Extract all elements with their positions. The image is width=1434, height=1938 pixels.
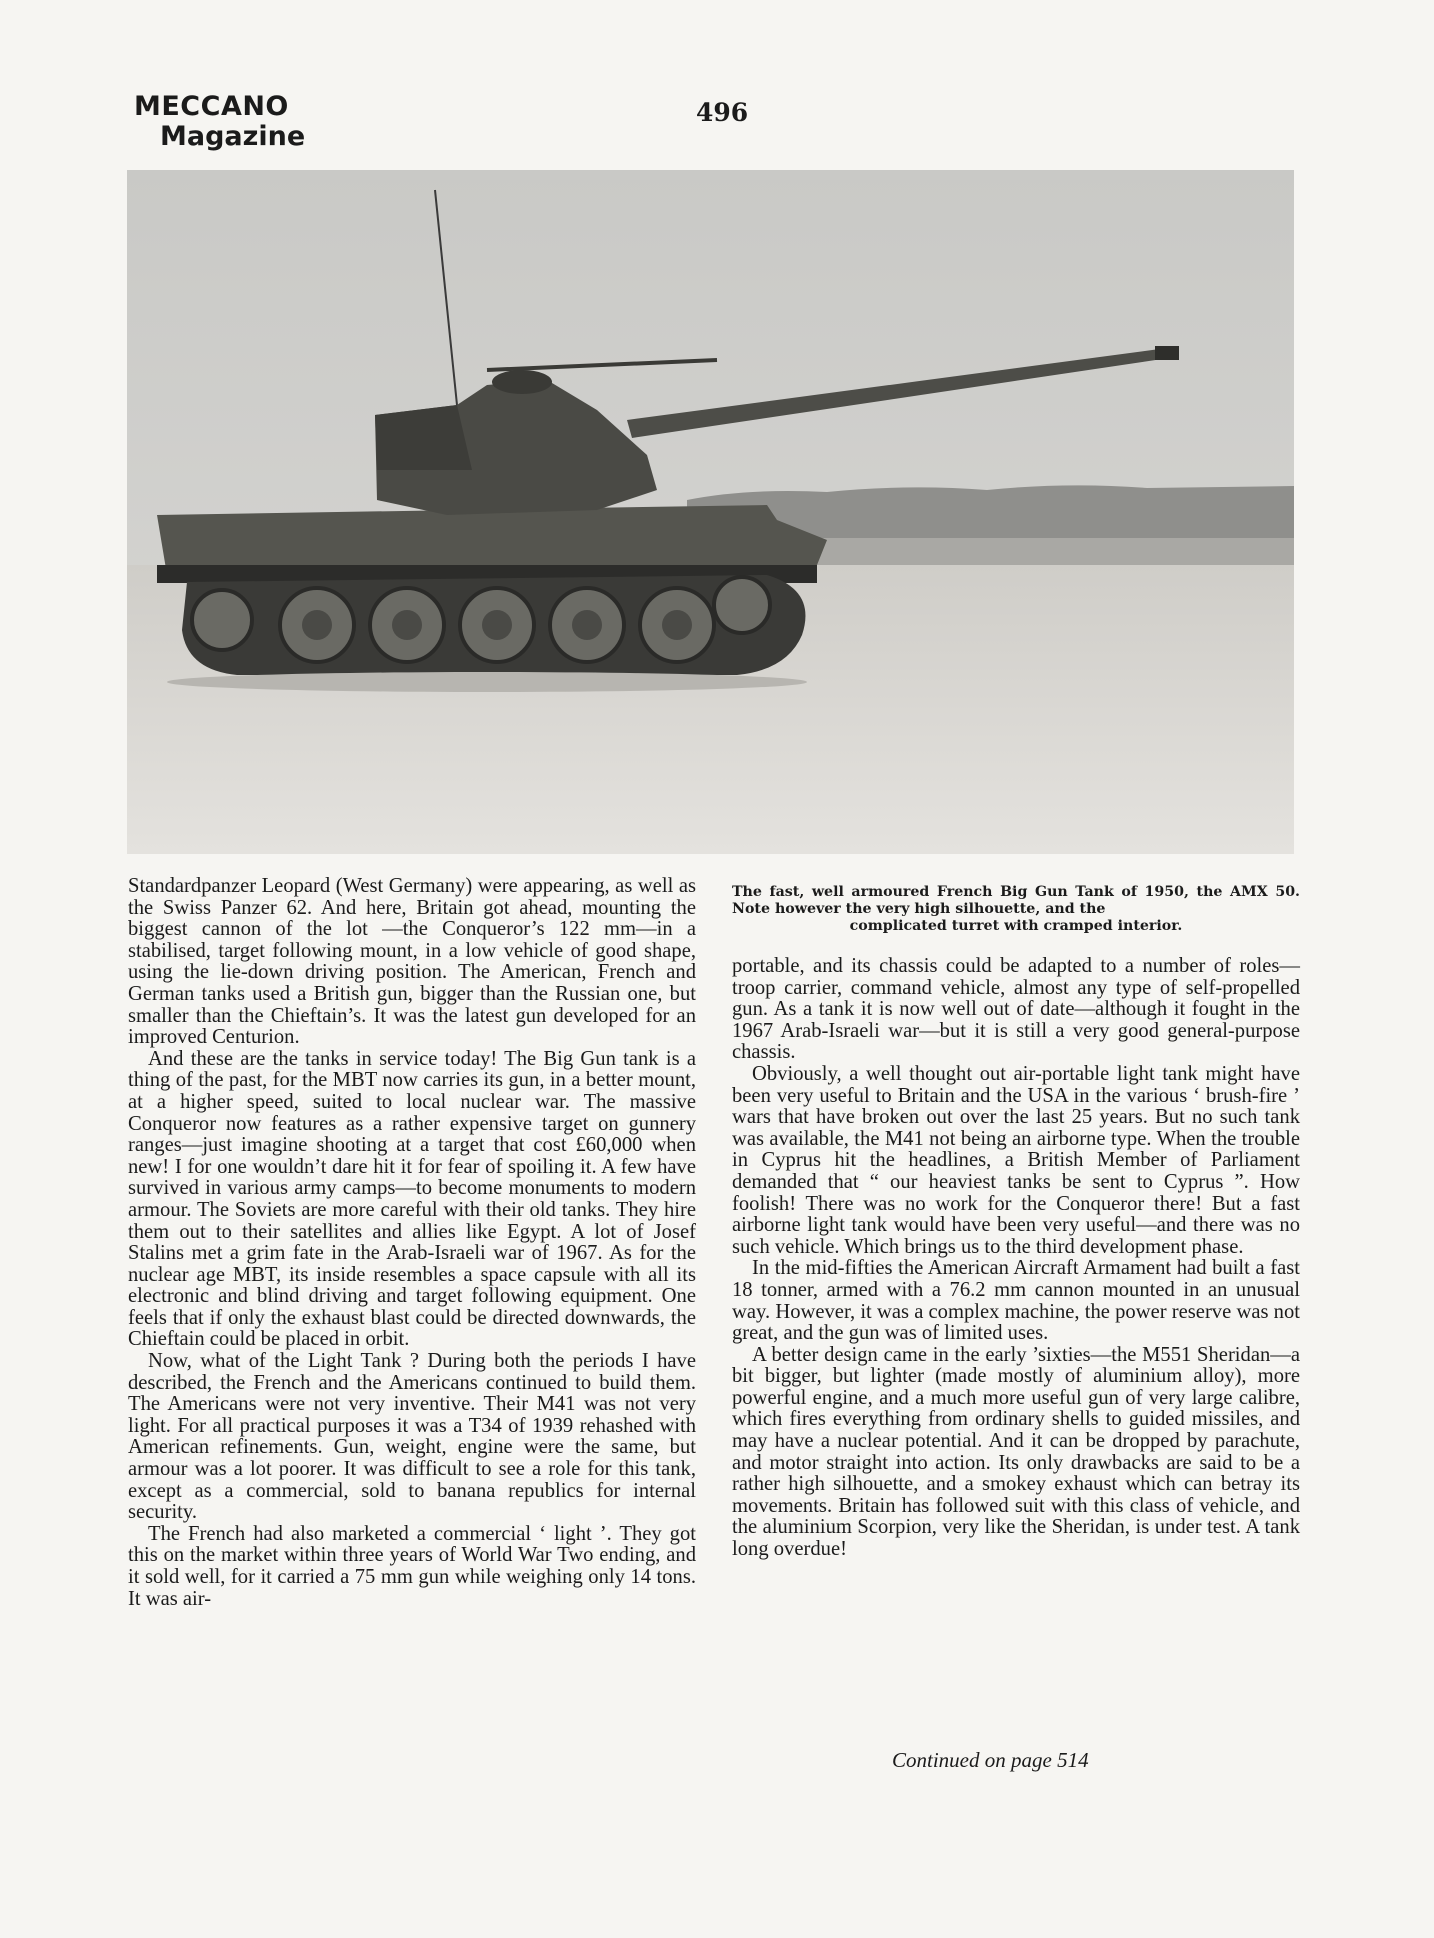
paragraph: Obviously, a well thought out air-portable light tank might have been very useful to Britain and the USA in the various ‘ brush-fire ’ wars that have broken out over the last 25 years. But no such tank was available, the M41 not being an airborne type. When the trouble in Cyprus hit the headlines, a British Member of Parliament demanded that “ our heaviest tanks be sent to Cyprus ”. How foolish! There was no work for the Conqueror there! But a fast airborne light tank would have been very useful—and there was no such vehicle. Which brings us to the third development phase.: [732, 1062, 1300, 1258]
continued-note: Continued on page 514: [892, 1748, 1089, 1772]
paragraph: And these are the tanks in service today! The Big Gun tank is a thing of the past, for the MBT now carries its gun, in a better mount, at a higher speed, suited to local nuclear war. The massive Conqueror now features as a rather expensive target on gunnery ranges—just imagine shooting at a target that cost £60,000 when new! I for one wouldn’t dare hit it for fear of spoiling it. A few have survived in various army camps—to become monuments to modern armour. The Soviets are more careful with their old tanks. They hire them out to their satellites and allies like Egypt. A lot of Josef Stalins met a grim fate in the Arab-Israeli war of 1967. As for the nuclear age MBT, its inside resembles a space capsule with all its electronic and blind driving and target following equipment. One feels that if only the exhaust blast could be directed downwards, the Chieftain could be placed in orbit.: [128, 1047, 696, 1351]
tank-photo: [127, 170, 1294, 854]
photo-caption: [732, 884, 1300, 935]
paragraph: In the mid-fifties the American Aircraft Armament had built a fast 18 tonner, armed with a 76.2 mm cannon mounted in an unusual way. However, it was a complex machine, the power reserve was not great, and the gun was of limited uses.: [732, 1257, 1300, 1345]
paragraph: portable, and its chassis could be adapted to a number of roles—troop carrier, command vehicle, almost any type of self-propelled gun. As a tank it is now well out of date—although it fought in the 1967 Arab-Israeli war—but it is still a very good general-purpose chassis.: [732, 955, 1300, 1064]
paragraph: A better design came in the early ’sixties—the M551 Sheridan—a bit bigger, but lighter (made mostly of aluminium alloy), more powerful engine, and a much more useful gun of very large calibre, which fires everything from ordinary shells to guided missiles, and may have a nuclear potential. And it can be dropped by parachute, and motor straight into action. Its only drawbacks are said to be a rather high silhouette, and a smokey exhaust which can betray its movements. Britain has followed suit with this class of vehicle, and the aluminium Scorpion, very like the Sheridan, is under test. A tank long overdue!: [732, 1343, 1300, 1561]
paragraph: Standardpanzer Leopard (West Germany) were appearing, as well as the Swiss Panzer 62. And here, Britain got ahead, mounting the biggest cannon of the lot —the Conqueror’s 122 mm—in a stabilised, target following mount, in a low vehicle of good shape, using the lie-down driving position. The American, French and German tanks used a British gun, bigger than the Russian one, but smaller than the Chieftain’s. It was the latest gun developed for an improved Centurion.: [128, 875, 696, 1049]
paragraph: The French had also marketed a commercial ‘ light ’. They got this on the market within three years of World War Two ending, and it sold well, for it carried a 75 mm gun while weighing only 14 tons. It was air-: [128, 1522, 696, 1610]
caption-text: The fast, well armoured French Big Gun Tank of 1950, the AMX 50. Note however the very high silhouette, and the: [732, 884, 1300, 917]
left-column: [128, 876, 696, 1610]
right-column: [732, 956, 1300, 1561]
tank-photo-icon: [127, 170, 1294, 854]
masthead-subtitle: Magazine: [160, 121, 306, 152]
masthead-title: MECCANO: [134, 91, 289, 122]
caption-last-line: complicated turret with cramped interior.: [849, 918, 1183, 934]
page-number: 496: [696, 98, 749, 127]
masthead: [134, 92, 305, 152]
paragraph: Now, what of the Light Tank ? During both the periods I have described, the French and the Americans continued to build them. The Americans were not very inventive. Their M41 was not very light. For all practical purposes it was a T34 of 1939 rehashed with American refinements. Gun, weight, engine were the same, but armour was a lot poorer. It was difficult to see a role for this tank, except as a commercial, sold to banana republics for internal security.: [128, 1350, 696, 1524]
